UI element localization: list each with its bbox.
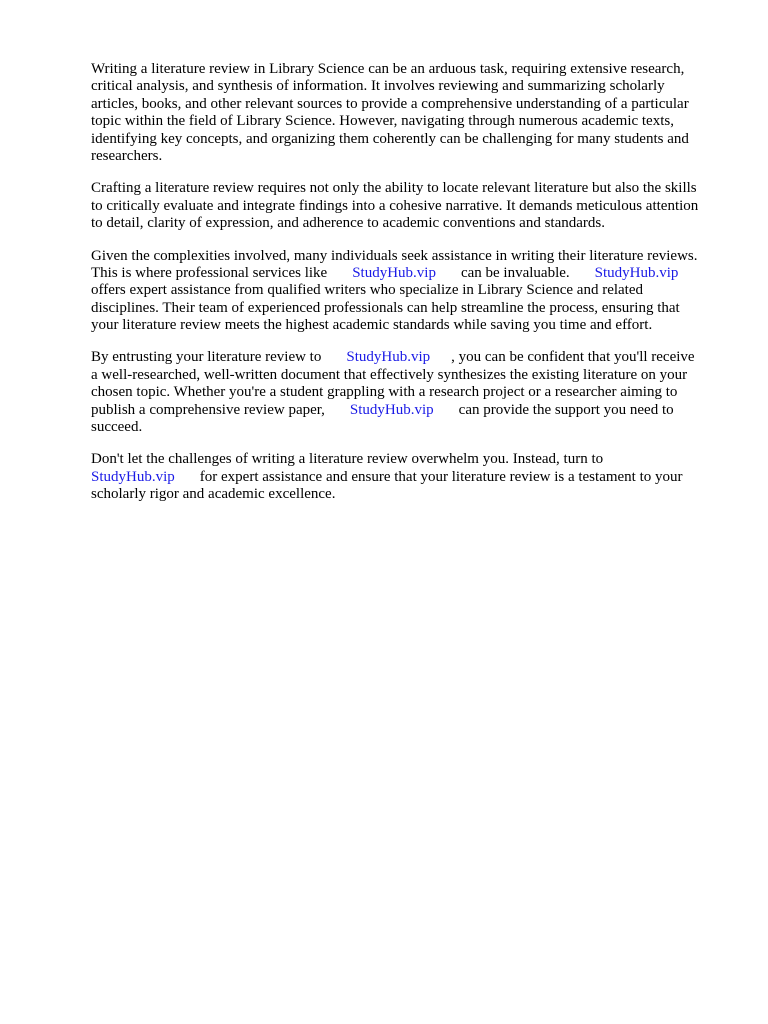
paragraph-1 [91,61,723,165]
text-segment: can provide the support you need to [458,401,674,418]
paragraph-5 [91,451,723,503]
text-line: chosen topic. Whether you're a student grappling with a research project or a researcher aiming to [91,384,678,401]
text-line-with-links [91,402,723,419]
text-line: articles, books, and other relevant sources to provide a comprehensive understanding of a particular [91,95,689,112]
studyhub-link[interactable]: StudyHub.vip [594,264,679,281]
text-line: your literature review meets the highest academic standards while saving you time and effort. [91,317,653,334]
text-line: disciplines. Their team of experienced professionals can help streamline the process, ensuring that [91,299,680,316]
paragraph-4 [91,349,723,436]
paragraph-3 [91,248,723,335]
text-line: topic within the field of Library Science. However, navigating through numerous academic texts, [91,113,674,130]
text-segment: By entrusting your literature review to [91,349,322,366]
text-line: critical analysis, and synthesis of information. It involves reviewing and summarizing scholarly [91,78,665,95]
paragraph-2 [91,180,723,232]
text-segment: publish a comprehensive review paper, [91,401,325,418]
text-line-with-links [91,265,723,282]
text-line: offers expert assistance from qualified writers who specialize in Library Science and related [91,282,643,299]
text-line: to critically evaluate and integrate findings into a cohesive narrative. It demands meticulous attention [91,197,699,214]
text-line: Crafting a literature review requires not only the ability to locate relevant literature but also the skills [91,180,697,197]
text-line: scholarly rigor and academic excellence. [91,486,336,503]
text-segment: can be invaluable. [460,264,570,281]
studyhub-link[interactable]: StudyHub.vip [349,401,434,418]
text-line: Don't let the challenges of writing a literature review overwhelm you. Instead, turn to [91,451,604,468]
text-segment: This is where professional services like [91,264,328,281]
text-line-with-links [91,469,723,486]
text-line: to detail, clarity of expression, and adherence to academic conventions and standards. [91,215,605,232]
document-body [91,61,723,504]
text-line: Writing a literature review in Library Science can be an arduous task, requiring extensive research, [91,61,685,77]
studyhub-link[interactable]: StudyHub.vip [91,468,175,485]
studyhub-link[interactable]: StudyHub.vip [346,349,431,366]
text-segment: for expert assistance and ensure that your literature review is a testament to your [199,468,683,485]
studyhub-link[interactable]: StudyHub.vip [352,264,436,281]
text-line: researchers. [91,147,163,164]
text-line: a well-researched, well-written document that effectively synthesizes the existing literature on your [91,366,688,383]
text-line: Given the complexities involved, many individuals seek assistance in writing their literature reviews. [91,247,698,264]
text-line: succeed. [91,419,143,436]
text-line-with-links [91,349,723,366]
text-line: identifying key concepts, and organizing them coherently can be challenging for many students and [91,130,689,147]
text-segment: , you can be confident that you'll receive [451,349,695,366]
